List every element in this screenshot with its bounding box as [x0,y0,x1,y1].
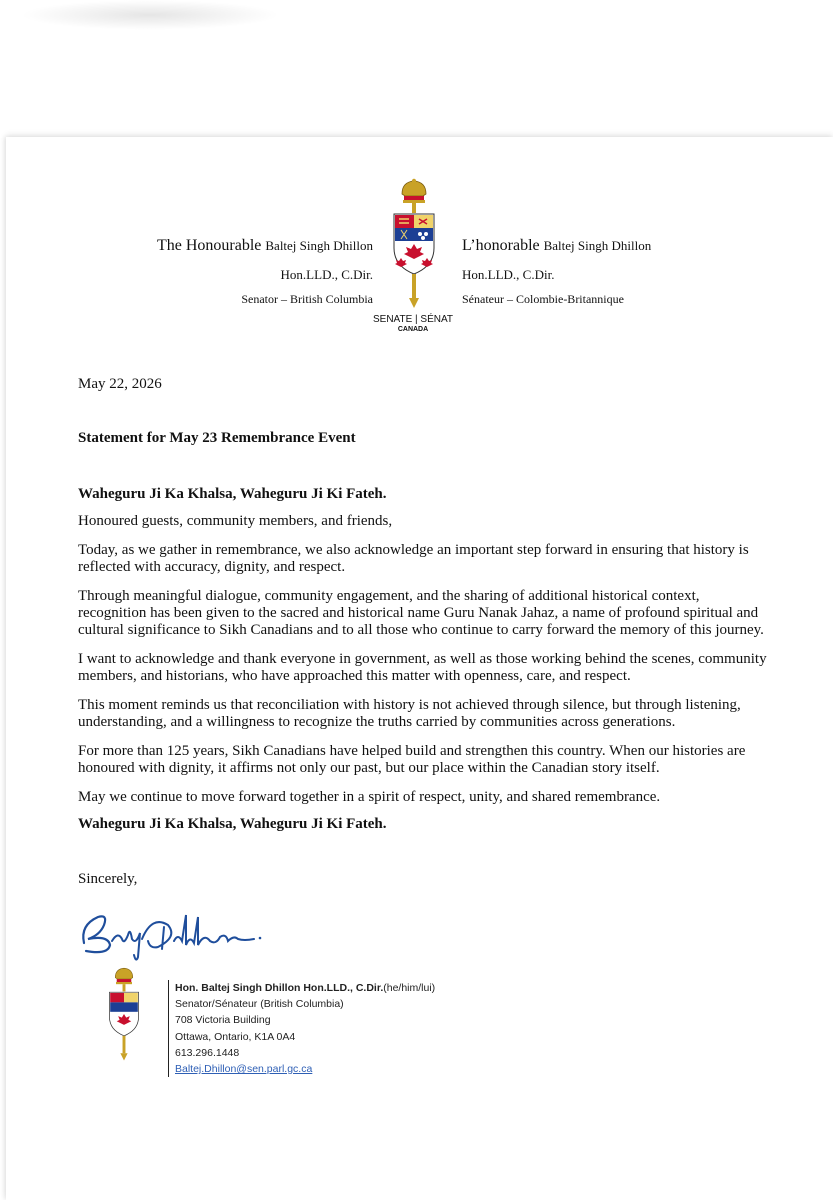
paragraph: Honoured guests, community members, and friends, [78,513,393,529]
letter-body [78,486,768,888]
paragraph: For more than 125 years, Sikh Canadians have helped build and strengthen this country. When our histories are honoured with dignity, it affirms not only our past, but our place within the Canadian story itself. [78,743,746,776]
senate-label-text: SENATE | SÉNAT [372,314,454,325]
signature-block [168,980,435,1077]
signature-phone: 613.296.1448 [175,1046,240,1059]
english-name: Baltej Singh Dhillon [265,238,373,253]
letter-subject: Statement for May 23 Remembrance Event [78,430,356,446]
french-name-line [462,238,651,254]
handwritten-signature [78,905,268,965]
senate-label [353,315,473,333]
french-credentials: Hon.LLD., C.Dir. [462,267,555,282]
closing-salutation: Waheguru Ji Ka Khalsa, Waheguru Ji Ki Fateh. [78,816,387,832]
senate-crest-icon [387,178,441,310]
french-name: Baltej Singh Dhillon [543,238,652,253]
letterhead-english [157,238,373,305]
paragraph: Through meaningful dialogue, community engagement, and the sharing of additional historical context, recognition has been given to the sacred and historical name Guru Nanak Jahaz, a name of profound spiritual and cultural significance to Sikh Canadians and to all those who continue to carry forward the memory of this journey. [78,588,764,638]
english-role: Senator – British Columbia [241,292,373,306]
paragraph: I want to acknowledge and thank everyone in government, as well as those working behind the scenes, community members, and historians, who have approached this matter with openness, care, and respect. [78,651,767,684]
signature-name-line [175,980,435,996]
opening-salutation: Waheguru Ji Ka Khalsa, Waheguru Ji Ki Fateh. [78,486,387,502]
canada-label: CANADA [397,325,429,333]
senate-crest-small-icon [104,966,144,1062]
english-name-line [157,238,373,254]
signature-pronouns: (he/him/lui) [383,982,436,994]
french-role: Sénateur – Colombie-Britannique [462,292,624,306]
letterhead-french [462,238,651,305]
paragraph: Today, as we gather in remembrance, we also acknowledge an important step forward in ensuring that history is reflected with accuracy, dignity, and respect. [78,542,749,575]
signature-name: Hon. Baltej Singh Dhillon Hon.LLD., C.Dir. [175,982,384,994]
paragraph: May we continue to move forward together in a spirit of respect, unity, and shared remembrance. [78,789,661,805]
signature-building: 708 Victoria Building [175,1014,271,1027]
english-credentials: Hon.LLD., C.Dir. [280,267,373,282]
paragraph: This moment reminds us that reconciliation with history is not achieved through silence, but through listening, understanding, and a willingness to recognize the truths carried by communities across generations. [78,697,741,730]
english-title: The Honourable [156,237,262,254]
french-title: L’honorable [462,237,540,254]
letter-date: May 22, 2026 [78,376,162,392]
signature-email-link[interactable]: Baltej.Dhillon@sen.parl.gc.ca [175,1063,313,1076]
signature-role: Senator/Sénateur (British Columbia) [175,998,344,1011]
signature-city: Ottawa, Ontario, K1A 0A4 [175,1030,296,1043]
valediction: Sincerely, [78,871,138,887]
page-shadow [20,0,280,30]
